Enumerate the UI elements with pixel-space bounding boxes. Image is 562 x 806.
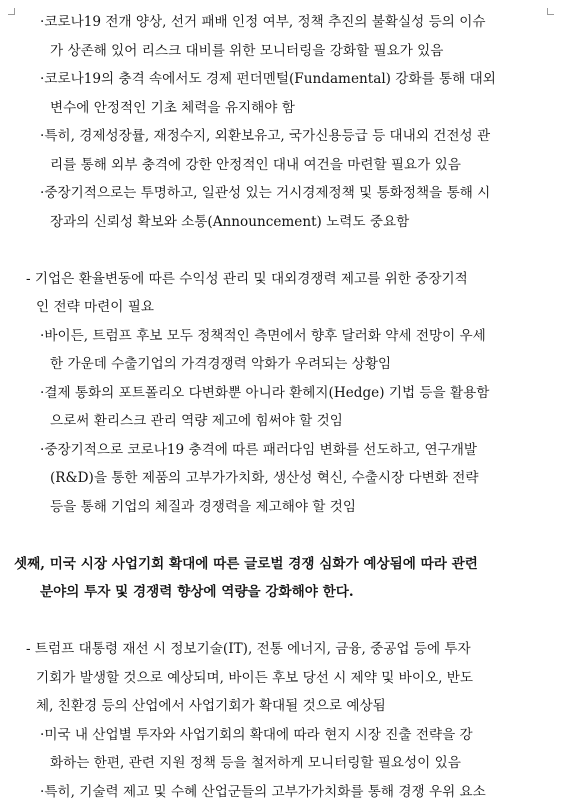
section-heading-line: 분야의 투자 및 경쟁력 향상에 역량을 강화해야 한다. — [0, 578, 562, 607]
paragraph-line: ·중장기적으로는 투명하고, 일관성 있는 거시경제정책 및 통화정책을 통해 시 — [0, 179, 562, 208]
paragraph-line: 장과의 신뢰성 확보와 소통(Announcement) 노력도 중요함 — [0, 208, 562, 237]
paragraph-line: ·코로나19 전개 양상, 선거 패배 인정 여부, 정책 추진의 불확실성 등의 이슈 — [0, 8, 562, 37]
paragraph-line: 리를 통해 외부 충격에 강한 안정적인 대내 여건을 마련할 필요가 있음 — [0, 151, 562, 180]
paragraph-line: 기회가 발생할 것으로 예상되며, 바이든 후보 당선 시 제약 및 바이오, 반도 — [0, 664, 562, 693]
paragraph-line: (R&D)을 통한 제품의 고부가가치화, 생산성 혁신, 수출시장 다변화 전략 — [0, 464, 562, 493]
paragraph-line: 등을 통해 기업의 체질과 경쟁력을 제고해야 할 것임 — [0, 493, 562, 522]
paragraph-line: 가 상존해 있어 리스크 대비를 위한 모니터링을 강화할 필요가 있음 — [0, 37, 562, 66]
paragraph-line: ·특히, 경제성장률, 재정수지, 외환보유고, 국가신용등급 등 대내외 건전성 관 — [0, 122, 562, 151]
section-heading-line: 셋째, 미국 시장 사업기회 확대에 따른 글로벌 경쟁 심화가 예상됨에 따라 관련 — [0, 550, 562, 579]
paragraph-line: - 트럼프 대통령 재선 시 정보기술(IT), 전통 에너지, 금융, 중공업 등에 투자 — [0, 635, 562, 664]
document-body — [0, 8, 562, 806]
blank-line — [0, 236, 562, 265]
paragraph-line: ·바이든, 트럼프 후보 모두 정책적인 측면에서 향후 달러화 약세 전망이 우세 — [0, 322, 562, 351]
paragraph-line: ·특히, 기술력 제고 및 수혜 산업군들의 고부가가치화를 통해 경쟁 우위 요소 — [0, 778, 562, 806]
paragraph-line: ·중장기적으로 코로나19 충격에 따른 패러다임 변화를 선도하고, 연구개발 — [0, 436, 562, 465]
paragraph-line: 으로써 환리스크 관리 역량 제고에 힘써야 할 것임 — [0, 407, 562, 436]
paragraph-line: 화하는 한편, 관련 지원 정책 등을 철저하게 모니터링할 필요성이 있음 — [0, 749, 562, 778]
paragraph-line: 인 전략 마련이 필요 — [0, 293, 562, 322]
blank-line — [0, 607, 562, 636]
paragraph-line: ·미국 내 산업별 투자와 사업기회의 확대에 따라 현지 시장 진출 전략을 강 — [0, 721, 562, 750]
blank-line — [0, 521, 562, 550]
paragraph-line: 변수에 안정적인 기초 체력을 유지해야 함 — [0, 94, 562, 123]
paragraph-line: 한 가운데 수출기업의 가격경쟁력 악화가 우려되는 상황임 — [0, 350, 562, 379]
paragraph-line: ·코로나19의 충격 속에서도 경제 펀더멘털(Fundamental) 강화를 통해 대외 — [0, 65, 562, 94]
paragraph-line: - 기업은 환율변동에 따른 수익성 관리 및 대외경쟁력 제고를 위한 중장기적 — [0, 265, 562, 294]
paragraph-line: ·결제 통화의 포트폴리오 다변화뿐 아니라 환헤지(Hedge) 기법 등을 활용함 — [0, 379, 562, 408]
paragraph-line: 체, 친환경 등의 산업에서 사업기회가 확대될 것으로 예상됨 — [0, 692, 562, 721]
